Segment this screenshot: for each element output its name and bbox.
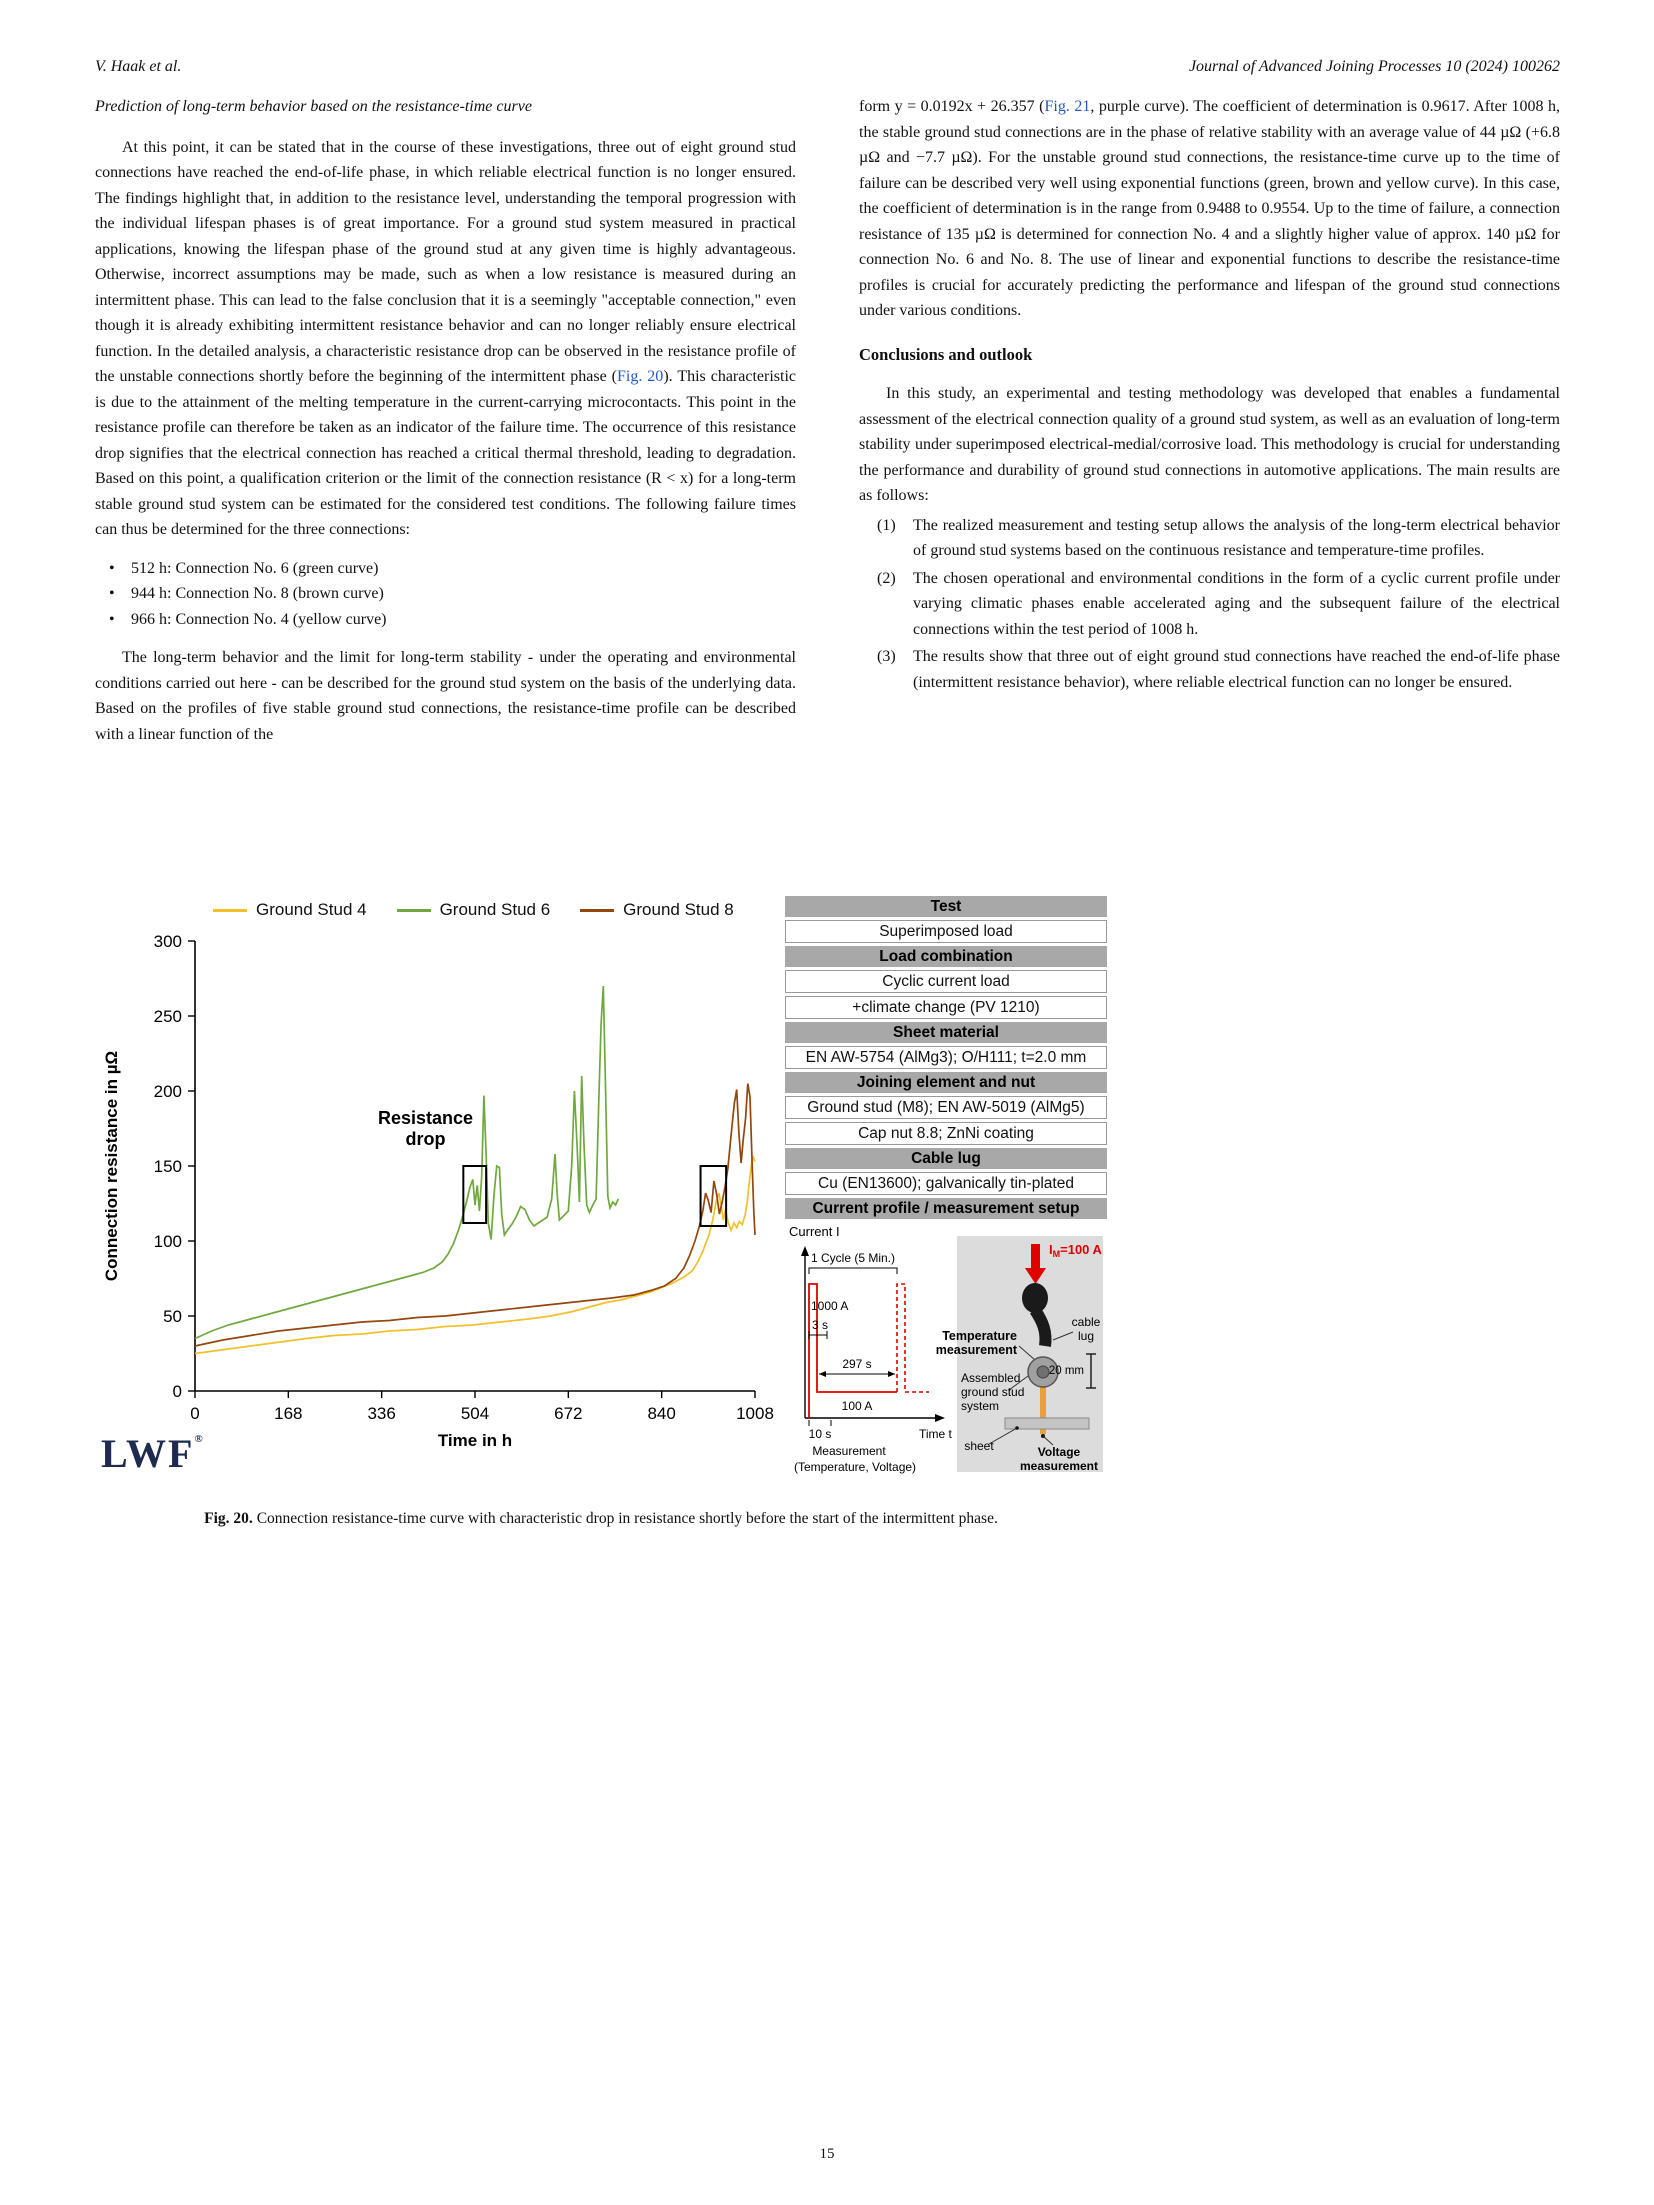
numbered-item	[877, 644, 1560, 695]
list-item-text: 512 h: Connection No. 6 (green curve)	[131, 559, 379, 577]
pulse-width-label: 3 s	[812, 1318, 829, 1332]
sheet-label: sheet	[964, 1439, 994, 1453]
right-paragraph-1-text-post: , purple curve). The coefficient of determination is 0.9617. After 1008 h, the stable ground stud connections are in the phase of relative stability with an average value of 44 µΩ (+6.8 µΩ and −7.7 µΩ). For the unstable ground stud connections, the resistance-time curve up to the time of failure can be described very well using exponential functions (green, brown and yellow curve). In this case, the coefficient of determination is in the range from 0.9488 to 0.9554. Up to the time of failure, a connection resistance of 135 µΩ is determined for connection No. 4 and a slightly higher value of approx. 140 µΩ for connection No. 6 and No. 8. The use of linear and exponential functions to describe the resistance-time profiles is crucial for accurately predicting the performance and lifespan of the ground stud connections under various conditions.	[859, 98, 1560, 319]
legend-label: Ground Stud 8	[623, 900, 734, 919]
figure-20	[95, 896, 1107, 1488]
panel-value: Superimposed load	[785, 920, 1107, 943]
cable-end	[1022, 1283, 1048, 1313]
x-tick-label: 840	[647, 1404, 676, 1423]
series-line-ground-stud-6	[195, 986, 618, 1339]
temperature-measurement-label-2: measurement	[935, 1343, 1017, 1357]
current-arrow-shaft	[1031, 1244, 1040, 1270]
current-pulse-dashed	[897, 1284, 929, 1392]
series-line-ground-stud-8	[195, 1084, 755, 1347]
left-paragraph-2: The long-term behavior and the limit for long-term stability - under the operating and environmental conditions carried out here - can be described for the ground stud system on the basis of the underlying data. Based on the profiles of five stable ground stud connections, the resistance-time profile can be described with a linear function of the	[95, 649, 796, 743]
left-paragraph-1	[95, 135, 796, 543]
author-running-head: V. Haak et al.	[95, 58, 182, 75]
pointer-dot	[1015, 1426, 1019, 1430]
page-number: 15	[819, 2146, 835, 2162]
setup-svg	[785, 1222, 1107, 1488]
list-item	[109, 556, 796, 582]
legend-line-yellow-icon	[213, 909, 247, 912]
assembly-label-1: Assembled	[961, 1371, 1021, 1385]
x-tick-label: 1008	[736, 1404, 774, 1423]
time-axis-label: Time t	[919, 1427, 952, 1441]
left-column	[95, 94, 796, 882]
figure-caption-text: Connection resistance-time curve with characteristic drop in resistance shortly before the start of the intermittent phase.	[256, 1510, 998, 1527]
text-columns	[0, 94, 1654, 882]
assembly-label-3: system	[961, 1399, 1000, 1413]
left-paragraph-1-text: At this point, it can be stated that in the course of these investigations, three out of eight ground stud connections have reached the end-of-life phase, in which reliable electrical function is no longer ensured. The findings highlight that, in addition to the resistance level, understanding the temporal progression with the individual lifespan phases is of great importance. For a ground stud system measured in practical applications, knowing the lifespan phase of the ground stud at any given time is highly advantageous. Otherwise, incorrect assumptions may be made, such as when a low resistance is measured during an intermittent phase. This can lead to the false conclusion that it is a seemingly "acceptable connection," even though it is already exhibiting intermittent resistance behavior and can no longer reliably ensure electrical function. In the detailed analysis, a characteristic resistance drop can be observed in the resistance profile of the unstable connections shortly before the beginning of the intermittent phase (	[95, 138, 796, 385]
resistance-drop-annotation: drop	[405, 1129, 446, 1149]
legend-line-green-icon	[397, 909, 431, 912]
panel-header-joining-element: Joining element and nut	[785, 1072, 1107, 1093]
voltage-measurement-label-2: measurement	[1019, 1459, 1099, 1473]
panel-value: Cu (EN13600); galvanically tin-plated	[785, 1172, 1107, 1195]
resistance-drop-annotation: Resistance	[378, 1108, 474, 1128]
temperature-measurement-label-1: Temperature	[942, 1329, 1017, 1343]
item-text: The results show that three out of eight ground stud connections have reached the end-of-life phase (intermittent resistance behavior), where reliable electrical function can no longer be ensured.	[913, 648, 1560, 691]
item-number: (2)	[877, 569, 896, 587]
list-item	[109, 607, 796, 633]
y-tick-label: 50	[163, 1307, 182, 1326]
legend-entry-ground-stud-8	[580, 900, 734, 920]
panel-value: EN AW-5754 (AlMg3); O/H111; t=2.0 mm	[785, 1046, 1107, 1069]
x-tick-label: 672	[554, 1404, 583, 1423]
current-axis-arrow-icon	[801, 1246, 809, 1256]
x-tick-label: 504	[460, 1404, 490, 1423]
resistance-time-chart	[95, 896, 775, 1476]
y-tick-label: 300	[153, 932, 182, 951]
assembly-label-2: ground stud	[961, 1385, 1025, 1399]
failure-times-list	[95, 556, 796, 633]
bullet-icon: •	[109, 585, 115, 602]
item-number: (3)	[877, 648, 896, 665]
scale-label: 20 mm	[1048, 1365, 1084, 1377]
section-title: Prediction of long-term behavior based on the resistance-time curve	[95, 98, 532, 115]
lwf-logo	[101, 1431, 205, 1476]
list-item-text: 944 h: Connection No. 8 (brown curve)	[131, 585, 384, 602]
chart-svg	[95, 896, 775, 1476]
cable-lug-label-1: cable	[1071, 1315, 1101, 1329]
conclusions-paragraph: In this study, an experimental and testing methodology was developed that enables a fundamental assessment of the electrical connection quality of a ground stud system, as well as an evaluation of long-term stability under superimposed electrical-medial/corrosive load. This methodology is crucial for understanding the performance and durability of ground stud connections in automotive applications. The main results are as follows:	[859, 385, 1560, 504]
y-tick-label: 250	[153, 1007, 182, 1026]
panel-value: +climate change (PV 1210)	[785, 996, 1107, 1019]
numbered-item	[877, 566, 1560, 643]
y-axis-title: Connection resistance in µΩ	[102, 1050, 121, 1282]
panel-header-sheet-material: Sheet material	[785, 1022, 1107, 1043]
stud-center	[1037, 1366, 1049, 1378]
right-paragraph-1-text: form y = 0.0192x + 26.357 (	[859, 98, 1045, 115]
im-value: =100 A	[1060, 1242, 1102, 1257]
right-column	[859, 94, 1560, 882]
x-tick-label: 0	[190, 1404, 200, 1423]
im-subscript: M	[1052, 1249, 1061, 1259]
cycle-bracket	[809, 1268, 897, 1274]
low-width-label: 297 s	[842, 1357, 872, 1371]
item-number: (1)	[877, 516, 896, 534]
measurement-interval-label: 10 s	[808, 1427, 832, 1441]
item-text: The chosen operational and environmental conditions in the form of a cyclic current profile under varying climatic phases enable accelerated aging and the subsequent failure of the electrical connections within the test period of 1008 h.	[913, 569, 1560, 638]
voltage-measurement-label-1: Voltage	[1037, 1445, 1081, 1459]
list-item-text: 966 h: Connection No. 4 (yellow curve)	[131, 610, 387, 628]
page-header	[0, 0, 1654, 76]
panel-value: Ground stud (M8); EN AW-5019 (AlMg5)	[785, 1096, 1107, 1119]
fig-20-link[interactable]: Fig. 20	[617, 368, 664, 385]
current-axis-label: Current I	[789, 1224, 840, 1239]
y-tick-label: 0	[172, 1382, 182, 1401]
bullet-icon: •	[109, 559, 115, 577]
x-tick-label: 336	[367, 1404, 396, 1423]
bullet-icon: •	[109, 610, 115, 628]
y-tick-label: 100	[153, 1232, 182, 1251]
legend-line-brown-icon	[580, 909, 614, 912]
current-profile-diagram	[785, 1222, 1107, 1488]
panel-header-cable-lug: Cable lug	[785, 1148, 1107, 1169]
panel-header-load-combination: Load combination	[785, 946, 1107, 967]
lwf-logo-text: LWF	[101, 1431, 195, 1476]
list-item	[109, 581, 796, 607]
time-axis-arrow-icon	[935, 1414, 945, 1422]
low-current-label: 100 A	[841, 1399, 873, 1413]
conclusions-heading: Conclusions and outlook	[859, 344, 1033, 364]
figure-caption-label: Fig. 20.	[204, 1510, 253, 1527]
figure-caption	[95, 1510, 1107, 1528]
registered-mark: ®	[194, 1433, 205, 1445]
im-symbol: I	[1049, 1242, 1053, 1257]
legend-label: Ground Stud 4	[256, 900, 367, 919]
fig-21-link[interactable]: Fig. 21	[1044, 98, 1091, 115]
x-tick-label: 168	[274, 1404, 303, 1423]
cycle-label: 1 Cycle (5 Min.)	[810, 1251, 896, 1265]
panel-value: Cap nut 8.8; ZnNi coating	[785, 1122, 1107, 1145]
item-text: The realized measurement and testing setup allows the analysis of the long-term electrical behavior of ground stud systems based on the continuous resistance and temperature-time profiles.	[913, 516, 1560, 559]
measurement-label: Measurement	[812, 1444, 886, 1458]
cable-lug-label-2: lug	[1077, 1329, 1095, 1343]
panel-header-test: Test	[785, 896, 1107, 917]
chart-legend	[213, 900, 734, 920]
legend-label: Ground Stud 6	[439, 900, 551, 919]
legend-entry-ground-stud-4	[213, 900, 367, 920]
arrow-right-icon	[888, 1371, 895, 1377]
arrow-left-icon	[819, 1371, 826, 1377]
x-axis-title: Time in h	[437, 1431, 513, 1450]
series-line-ground-stud-4	[195, 1157, 755, 1354]
panel-value: Cyclic current load	[785, 970, 1107, 993]
panel-header-current-profile: Current profile / measurement setup	[785, 1198, 1107, 1219]
measurement-detail-label: (Temperature, Voltage)	[793, 1460, 917, 1474]
numbered-item	[877, 513, 1560, 564]
y-tick-label: 150	[153, 1157, 182, 1176]
test-info-panel	[785, 896, 1107, 1488]
left-paragraph-1-text-post: ). This characteristic is due to the attainment of the melting temperature in the current-carrying microcontacts. This point in the resistance profile can therefore be taken as an indicator of the failure time. The occurrence of this resistance drop signifies that the electrical connection has reached a critical thermal threshold, leading to degradation. Based on this point, a qualification criterion or the limit of the connection resistance (R < x) for a long-term stable ground stud system can be estimated for the considered test conditions. The following failure times can thus be determined for the three connections:	[95, 368, 796, 538]
legend-entry-ground-stud-6	[397, 900, 551, 920]
conclusions-numbered-list	[859, 513, 1560, 696]
y-tick-label: 200	[153, 1082, 182, 1101]
high-current-label: 1000 A	[811, 1299, 849, 1313]
right-paragraph-1	[859, 94, 1560, 324]
journal-running-head: Journal of Advanced Joining Processes 10 (2024) 100262	[1188, 58, 1560, 75]
